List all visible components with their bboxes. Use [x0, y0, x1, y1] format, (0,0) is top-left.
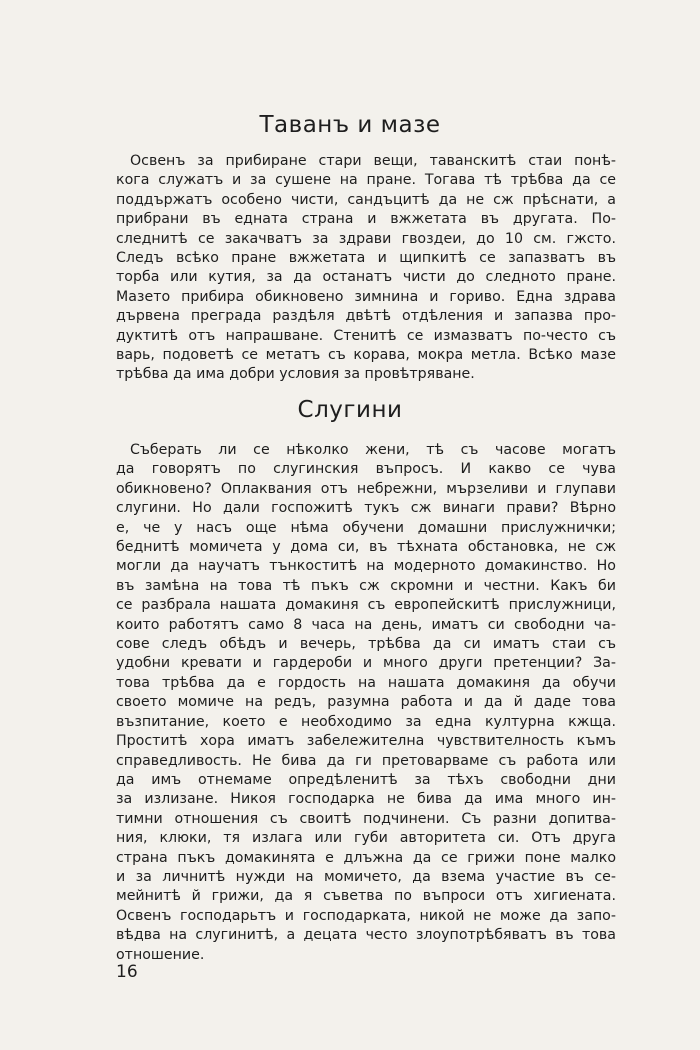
text-line: за излизане. Никоя господарка не бива да има много ин-: [116, 791, 616, 808]
text-line: се разбрала нашата домакиня съ европейскитѣ прислужници,: [116, 597, 616, 614]
text-line: Следъ всѣко пране вжжетата и щипкитѣ се запазватъ въ: [116, 250, 616, 267]
text-line: които работятъ само 8 часа на день, иматъ си свободни ча-: [116, 616, 616, 633]
section-title-maids: Слугини: [297, 397, 403, 423]
page-number: 16: [116, 962, 138, 982]
text-line: въ замѣна на това тѣ пъкъ сж скромни и честни. Какъ би: [116, 577, 616, 594]
text-line: дървена преграда раздѣля двѣтѣ отдѣления и запазва про-: [116, 308, 616, 325]
text-line: беднитѣ момичета у дома си, въ тѣхната обстановка, не сж: [116, 539, 616, 556]
text-line: тимни отношения съ своитѣ подчинени. Съ разни допитва-: [116, 810, 616, 827]
text-line: могли да научатъ тънкоститѣ на модерното домакинство. Но: [116, 558, 616, 575]
text-line: прибрани въ едната страна и вжжетата въ другата. По-: [116, 211, 616, 228]
text-line: обикновено? Оплаквания отъ небрежни, мързеливи и глупави: [116, 480, 616, 497]
text-line: своето момиче на редъ, разумна работа и да й даде това: [116, 694, 616, 711]
text-line: варь, подоветѣ се метатъ съ корава, мокра метла. Всѣко мазе: [116, 347, 616, 364]
text-line: това трѣбва да е гордость на нашата домакиня да обучи: [116, 674, 616, 691]
text-line: страна пъкъ домакинята е длъжна да се грижи поне малко: [116, 849, 616, 866]
text-line: отношение.: [116, 946, 205, 963]
text-line: да имъ отнемаме опредѣленитѣ за тѣхъ свободни дни: [116, 771, 616, 788]
text-line: следнитѣ се закачватъ за здрави гвоздеи, до 10 см. гжсто.: [116, 230, 616, 247]
text-line: възпитание, което е необходимо за една културна кжща.: [116, 713, 616, 730]
text-line: да говорятъ по слугинския въпросъ. И какво се чува: [116, 461, 616, 478]
text-line: сове следъ обѣдъ и вечерь, трѣбва да си иматъ стаи съ: [116, 636, 616, 653]
text-line: ния, клюки, тя излага или губи авторитета си. Отъ друга: [116, 830, 616, 847]
section-title-attic: Таванъ и мазе: [259, 112, 441, 138]
text-line: справедливость. Не бива да ги претоварваме съ работа или: [116, 752, 616, 769]
text-line: Проститѣ хора иматъ забележителна чувствителность къмъ: [116, 733, 616, 750]
text-line: Съберать ли се нѣколко жени, тѣ съ часове могатъ: [130, 442, 616, 458]
text-line: е, че у насъ още нѣма обучени домашни прислужнички;: [116, 519, 616, 536]
section-body-maids: [116, 441, 616, 965]
text-line: Мазето прибира обикновено зимнина и гориво. Една здрава: [116, 288, 616, 305]
text-line: кога служатъ и за сушене на пране. Тогава тѣ трѣбва да се: [116, 172, 616, 189]
section-body-attic: [116, 152, 616, 385]
text-line: удобни кревати и гардероби и много други претенции? За-: [116, 655, 616, 672]
text-line: вѣдва на слугинитѣ, а децата често злоупотрѣбяватъ въ това: [116, 927, 616, 944]
text-line: Освенъ за прибиране стари вещи, таванскитѣ стаи понѣ-: [130, 153, 616, 169]
text-line: и за личнитѣ нужди на момичето, да взема участие въ се-: [116, 868, 616, 885]
text-line: слугини. Но дали госпожитѣ тукъ сж винаги прави? Вѣрно: [116, 500, 616, 517]
text-line: Освенъ господарьтъ и господарката, никой не може да запо-: [116, 907, 616, 924]
text-line: поддържатъ особено чисти, сандъцитѣ да не сж прѣснати, а: [116, 191, 616, 208]
text-line: мейнитѣ й грижи, да я съветва по въпроси отъ хигиената.: [116, 888, 616, 905]
text-line: трѣбва да има добри условия за провѣтряване.: [116, 366, 475, 383]
text-line: дуктитѣ отъ напрашване. Стенитѣ се измазватъ по-често съ: [116, 327, 616, 344]
text-line: торба или кутия, за да останатъ чисти до следното пране.: [116, 269, 616, 286]
